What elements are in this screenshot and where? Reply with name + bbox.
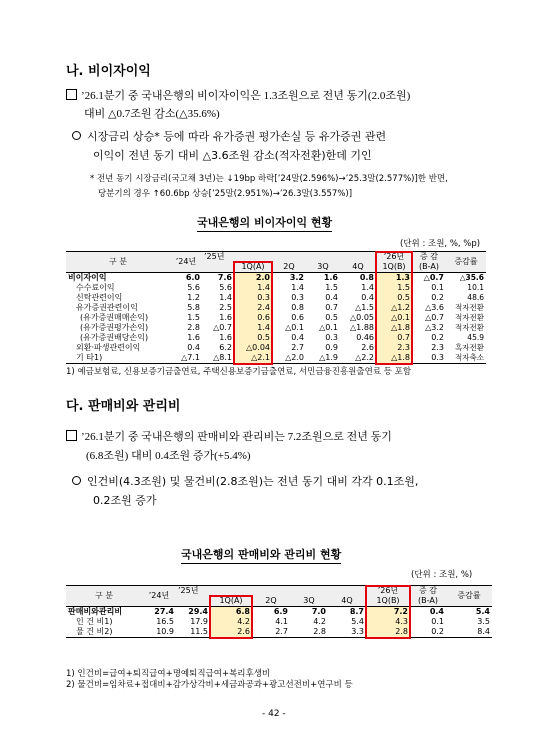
table1-header-row-1 [66, 252, 486, 263]
table1-cell-q126: △1.8 [376, 323, 412, 333]
table1-cell-q4: △1.88 [350, 323, 374, 332]
table2-cell-q1: 2.6 [210, 627, 252, 638]
page-number: - 42 - [262, 709, 286, 719]
table1-cell-q2: 0.3 [291, 293, 304, 302]
table1-cell-q126: △1.2 [376, 303, 412, 313]
table1-cell-q1: △2.1 [234, 353, 272, 364]
table1-cell-q2: 1.4 [291, 283, 304, 292]
table1-cell-rate: 적자전환 [455, 323, 484, 332]
table1-cell-y24: 6.0 [170, 273, 202, 284]
table2-cell-q1: 6.8 [210, 607, 252, 618]
square-bullet-icon [66, 430, 77, 441]
table1-cell-q4: 0.46 [356, 333, 374, 342]
table1-cell-y24: 5.8 [187, 303, 200, 312]
table2-header-q1: 1Q(A) [210, 596, 252, 607]
section-title-non-interest-income: 나. 비이자이익 [66, 64, 151, 79]
table1-footnote: 1) 예금보험료, 신용보증기금출연료, 주택신용보증기금출연료, 서민금융진흥원출연료 등 포함 [66, 367, 412, 377]
table1-cell-q2: 3.2 [272, 273, 306, 284]
table2-cell-y24: 27.4 [142, 607, 176, 618]
table1-cell-y25: 6.2 [219, 343, 232, 352]
table1-cell-q3: 0.9 [325, 343, 338, 352]
table1-cell-q1: 1.4 [234, 283, 272, 293]
table1-cell-q3: 1.6 [306, 273, 340, 284]
note-market-rate-line2: 당분기의 경우 ↑60.6bp 상승[’25말(2.951%)→’26.3말(3.557%)] [98, 189, 353, 199]
table1-cell-ba: △0.7 [412, 273, 446, 284]
table1-cell-y24: △7.1 [170, 353, 202, 364]
table1-header-y24: ’24년 [170, 252, 202, 273]
table1-row [66, 293, 486, 303]
table1-cell-q126: 1.5 [376, 283, 412, 293]
table1-cell-q1: 0.5 [234, 333, 272, 343]
table1-cell-ba: △3.2 [425, 323, 444, 332]
table1-row [66, 323, 486, 333]
table2-header-q3: 3Q [290, 596, 328, 607]
table1-header-q3: 3Q [306, 262, 340, 273]
table2-header-y25-total [176, 596, 210, 607]
table1-cell-y25: 2.5 [219, 303, 232, 312]
table1-cell-q126: 2.3 [376, 343, 412, 353]
table2-row-label: 판매비와관리비 [66, 607, 142, 618]
table1-cell-q126: △0.1 [376, 313, 412, 323]
table2-cell-q3: 2.8 [290, 627, 328, 638]
table1-cell-y24: 5.6 [187, 283, 200, 292]
table2-cell-y25: 17.9 [190, 617, 208, 626]
table2-title: 국내은행의 판매비와 관리비 현황 [181, 546, 341, 564]
table2-header-q2: 2Q [252, 596, 290, 607]
circle-bullet-icon [72, 476, 81, 485]
table1-cell-q1: 1.4 [234, 323, 272, 333]
bullet-non-interest-line1: ’26.1분기 중 국내은행의 비이자이익은 1.3조원으로 전년 동기(2.0조원) [66, 87, 410, 103]
table1-cell-q3: 0.5 [325, 313, 338, 322]
table2-cell-q126: 2.8 [366, 627, 410, 638]
table1-row-label: 비이자이익 [66, 273, 170, 284]
table1-cell-q2: 2.7 [291, 343, 304, 352]
table1-cell-ba: △0.7 [425, 313, 444, 322]
table1-header-rate: 증감률 [446, 252, 486, 273]
table2-cell-q1: 4.2 [210, 617, 252, 627]
table1-header-y26: ’26년 [376, 252, 412, 263]
table1-cell-q2: 0.4 [291, 333, 304, 342]
table1-non-interest-income [66, 251, 486, 364]
table1-cell-q1: 2.4 [234, 303, 272, 313]
table1-header-y25: ’25년 [202, 252, 376, 263]
table2-header-q4: 4Q [328, 596, 366, 607]
table1-cell-y25: 1.4 [219, 293, 232, 302]
table1-cell-y24: 2.8 [187, 323, 200, 332]
table1-header-change: 증 감 [412, 252, 446, 263]
table1-cell-y24: 1.6 [187, 333, 200, 342]
table2-cell-q2: 2.7 [252, 627, 290, 638]
square-bullet-icon [66, 89, 77, 100]
table2-cell-q3: 4.2 [313, 617, 326, 626]
table2-row [66, 617, 492, 627]
table2-cell-ba: 0.4 [410, 607, 446, 618]
table2-cell-rate: 5.4 [446, 607, 492, 618]
table2-cell-y25: 11.5 [176, 627, 210, 638]
table2-cell-ba: 0.1 [431, 617, 444, 626]
table2-cell-q4: 8.7 [328, 607, 366, 618]
bullet-sga-line1: ’26.1분기 중 국내은행의 판매비와 관리비는 7.2조원으로 전년 동기 [66, 428, 392, 444]
table2-header-y24: ’24년 [142, 586, 176, 607]
table1-cell-q126: △1.8 [376, 353, 412, 364]
table1-header-change-ba: (B-A) [412, 262, 446, 273]
table1-cell-y24: 1.2 [187, 293, 200, 302]
table2-header-row-1 [66, 586, 492, 597]
table1-header-category: 구 분 [66, 252, 170, 273]
table1-cell-q3: 1.5 [325, 283, 338, 292]
table1-cell-rate: 적자전환 [455, 313, 484, 322]
table1-cell-q126: 0.7 [376, 333, 412, 343]
table1-cell-ba: 0.2 [431, 333, 444, 342]
table1-row-label: (유가증권배당손익) [80, 333, 149, 342]
table1-cell-y24: 0.4 [187, 343, 200, 352]
table1-cell-rate: 적자전환 [455, 303, 484, 312]
table1-cell-ba: △3.6 [425, 303, 444, 312]
table1-row-label: 기 타1) [66, 353, 170, 364]
table1-cell-q4: 2.6 [361, 343, 374, 352]
table2-row-label: 물 건 비2) [66, 627, 142, 638]
table1-header-y26q: 1Q(B) [376, 262, 412, 273]
table1-cell-y25: 1.6 [219, 313, 232, 322]
table1-cell-ba: 0.2 [431, 293, 444, 302]
table1-cell-y25: 7.6 [202, 273, 234, 284]
bullet-sga-line2: (6.8조원) 대비 0.4조원 증가(+5.4%) [86, 450, 251, 462]
table1-cell-q4: 0.8 [340, 273, 376, 284]
table2-footnote-2: 2) 물건비=임차료+접대비+감가상각비+세금과공과+광고선전비+연구비 등 [66, 680, 353, 690]
table1-cell-q2: 0.6 [291, 313, 304, 322]
table1-cell-q4: 1.4 [361, 283, 374, 292]
table1-cell-rate: 10.1 [467, 283, 484, 292]
note-market-rate-line1: * 전년 동기 시장금리(국고채 3년)는 ↓19bp 하락[’24말(2.596%)→’25.3말(2.577%)]한 반면, [90, 174, 448, 184]
table1-cell-y25: 1.6 [219, 333, 232, 342]
table2-header-change: 증 감 [410, 586, 446, 597]
section-title-sga: 다. 판매비와 관리비 [66, 399, 181, 414]
table1-cell-q126: 1.3 [376, 273, 412, 284]
table1-header-q1: 1Q(A) [234, 262, 272, 273]
table2-header-rate: 증감률 [446, 586, 492, 607]
table2-row-label: 인 건 비1) [76, 617, 113, 626]
table1-row [66, 313, 486, 323]
table1-header-q2: 2Q [272, 262, 306, 273]
table1-row-label: 수수료이익 [76, 283, 115, 292]
table1-cell-ba: 0.1 [431, 283, 444, 292]
table2-sga [66, 585, 492, 638]
table2-footnote-1: 1) 인건비=급여+퇴직급여+명예퇴직급여+복리후생비 [66, 669, 271, 679]
table1-cell-rate: 적자축소 [446, 353, 486, 364]
table2-cell-q4: 5.4 [351, 617, 364, 626]
table1-cell-q2: 0.8 [291, 303, 304, 312]
table1-cell-q3: 0.3 [325, 333, 338, 342]
table1-cell-y25: △0.7 [213, 323, 232, 332]
table2-unit: (단위 : 조원, %) [411, 570, 473, 580]
table2-cell-y24: 16.5 [156, 617, 174, 626]
table2-header-category: 구 분 [66, 586, 142, 607]
table1-title: 국내은행의 비이자이익 현황 [197, 214, 332, 232]
bullet-non-interest-line2: 대비 △0.7조원 감소(△35.6%) [84, 108, 220, 120]
table1-row-label: (유가증권평가손익) [80, 323, 149, 332]
table1-header-q4: 4Q [340, 262, 376, 273]
table1-cell-q4: △0.05 [350, 313, 374, 322]
table1-cell-q1: △0.04 [234, 343, 272, 353]
table2-cell-ba: 0.2 [410, 627, 446, 638]
table1-cell-q3: △1.9 [306, 353, 340, 364]
subbullet-market-rate-line1: 시장금리 상승* 등에 따라 유가증권 평가손실 등 유가증권 관련 [72, 128, 386, 144]
table2-cell-q2: 6.9 [252, 607, 290, 618]
table1-cell-q3: 0.4 [325, 293, 338, 302]
table2-row [66, 607, 492, 618]
table1-unit: (단위 : 조원, %, %p) [400, 239, 481, 249]
table1-cell-y25: △8.1 [202, 353, 234, 364]
circle-bullet-icon [72, 131, 81, 140]
table1-cell-rate: 48.6 [467, 293, 484, 302]
table2-cell-q3: 7.0 [290, 607, 328, 618]
table1-cell-rate: 45.9 [467, 333, 484, 342]
subbullet-sga-line2: 0.2조원 증가 [93, 494, 157, 507]
table2-header-change-ba: (B-A) [410, 596, 446, 607]
table2-cell-rate: 3.5 [477, 617, 490, 626]
table2-cell-q126: 7.2 [366, 607, 410, 618]
table1-cell-rate: 흑자전환 [455, 343, 484, 352]
table1-row [66, 353, 486, 364]
table1-row [66, 333, 486, 343]
table1-cell-rate: △35.6 [446, 273, 486, 284]
subbullet-sga-line1: 인건비(4.3조원) 및 물건비(2.8조원)는 전년 동기 대비 각각 0.1조원, [72, 473, 418, 489]
table1-cell-ba: 2.3 [431, 343, 444, 352]
table1-cell-q4: △1.5 [355, 303, 374, 312]
table1-cell-y25: 5.6 [219, 283, 232, 292]
table2-header-y26q: 1Q(B) [366, 596, 410, 607]
table2-cell-q2: 4.1 [275, 617, 288, 626]
table1-row [66, 303, 486, 313]
table1-row [66, 343, 486, 353]
table1-cell-q1: 0.6 [234, 313, 272, 323]
table1-row [66, 273, 486, 284]
table1-cell-q2: △2.0 [272, 353, 306, 364]
table1-cell-q4: △2.2 [340, 353, 376, 364]
table2-cell-y25: 29.4 [176, 607, 210, 618]
table1-cell-q2: △0.1 [285, 323, 304, 332]
table1-row-label: 외환·파생관련이익 [76, 343, 141, 352]
table2-cell-rate: 8.4 [446, 627, 492, 638]
table1-cell-q1: 0.3 [234, 293, 272, 303]
table1-header-y25-total [202, 262, 234, 273]
table1-cell-q3: △0.1 [319, 323, 338, 332]
table1-cell-q1: 2.0 [234, 273, 272, 284]
subbullet-market-rate-line2: 이익이 전년 동기 대비 △3.6조원 감소(적자전환)한데 기인 [93, 149, 372, 162]
table1-row-label: (유가증권매매손익) [80, 313, 149, 322]
table1-cell-q4: 0.4 [361, 293, 374, 302]
table2-cell-q126: 4.3 [366, 617, 410, 627]
table2-header-y26: ’26년 [366, 586, 410, 597]
table2-header-y25: ’25년 [176, 586, 366, 597]
table1-cell-y24: 1.5 [187, 313, 200, 322]
table2-cell-y24: 10.9 [142, 627, 176, 638]
table1-row [66, 283, 486, 293]
table1-row-label: 유가증권관련이익 [76, 303, 138, 312]
table1-cell-ba: 0.3 [412, 353, 446, 364]
table1-cell-q3: 0.7 [325, 303, 338, 312]
table1-cell-q126: 0.5 [376, 293, 412, 303]
table2-row [66, 627, 492, 638]
table1-row-label: 신탁관련이익 [76, 293, 123, 302]
table2-cell-q4: 3.3 [328, 627, 366, 638]
